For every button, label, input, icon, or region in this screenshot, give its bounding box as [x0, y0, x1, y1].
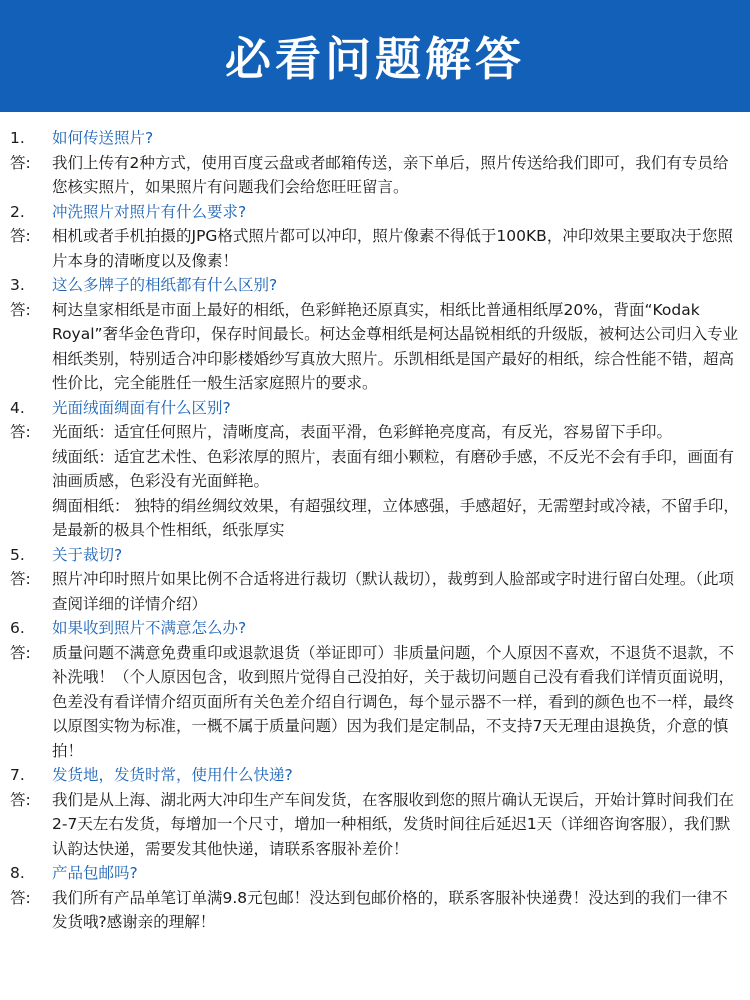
faq-answer-8: [10, 886, 742, 935]
question-number: 7.: [10, 766, 25, 784]
question-number: 6.: [10, 619, 25, 637]
question-text: 光面绒面绸面有什么区别?: [52, 398, 231, 417]
faq-answer-7: [10, 788, 742, 862]
faq-question-5: [10, 543, 742, 568]
question-text: 如果收到照片不满意怎么办?: [52, 619, 247, 637]
faq-question-4: [10, 396, 742, 421]
answer-text: 柯达皇家相纸是市面上最好的相纸，色彩鲜艳还原真实，相纸比普通相纸厚20%，背面“Kodak Royal”奢华金色背印，保存时间最长。柯达金尊相纸是柯达晶锐相纸的升级版，被柯达公司归入专业相纸类别，特别适合冲印影楼婚纱写真放大照片。乐凯相纸是国产最好的相纸，综合性能不错，超高性价比，完全能胜任一般生活家庭照片的要求。: [52, 300, 739, 392]
question-number: 5.: [10, 545, 25, 564]
faq-answer-2: [10, 224, 742, 273]
faq-answer-4: [10, 420, 742, 543]
question-text: 如何传送照片?: [52, 129, 154, 147]
answer-tag: 答:: [10, 300, 31, 319]
faq-question-3: [10, 273, 742, 298]
answer-text: 我们上传有2种方式，使用百度云盘或者邮箱传送，亲下单后，照片传送给我们即可，我们有专员给您核实照片，如果照片有问题我们会给您旺旺留言。: [52, 153, 729, 196]
answer-text: 我们是从上海、湖北两大冲印生产车间发货，在客服收到您的照片确认无误后，开始计算时间我们在2-7天左右发货，每增加一个尺寸，增加一种相纸，发货时间往后延迟1天（详细咨询客服），我们默认韵达快递，需要发其他快递，请联系客服补差价！: [52, 790, 735, 858]
question-text: 发货地，发货时常，使用什么快递?: [52, 766, 293, 784]
faq-question-1: [10, 126, 742, 151]
faq-question-6: [10, 616, 742, 641]
answer-text-glossy: 光面纸：适宜任何照片，清晰度高，表面平滑，色彩鲜艳亮度高，有反光，容易留下手印。: [52, 423, 673, 441]
question-text: 这么多牌子的相纸都有什么区别?: [52, 276, 278, 294]
faq-answer-5: [10, 567, 742, 616]
answer-tag: 答:: [10, 888, 31, 907]
answer-tag: 答:: [10, 227, 31, 245]
answer-text: 我们所有产品单笔订单满9.8元包邮！没达到包邮价格的，联系客服补快递费！没达到的我们一律不发货哦?感谢亲的理解！: [52, 888, 728, 931]
answer-tag: 答:: [10, 570, 31, 588]
header-banner: [0, 0, 750, 112]
answer-text: 质量问题不满意免费重印或退款退货（举证即可）非质量问题，个人原因不喜欢，不退货不退款，不补洗哦！（个人原因包含，收到照片觉得自己没拍好，关于裁切问题自己没有看我们详情页面说明，色差没有看详情介绍页面所有关色差介绍自行调色，每个显示器不一样，看到的颜色也不一样，最终以原图实物为标准，一概不属于质量问题）因为我们是定制品，不支持7天无理由退换货，介意的慎拍！: [52, 643, 735, 760]
answer-tag: 答:: [10, 423, 31, 441]
faq-question-8: [10, 861, 742, 886]
page-title: 必看问题解答: [225, 32, 525, 86]
question-number: 3.: [10, 276, 25, 294]
faq-answer-1: [10, 151, 742, 200]
question-number: 2.: [10, 202, 25, 221]
answer-text-silk: 绸面相纸： 独特的绢丝绸纹效果，有超强纹理，立体感强，手感超好，无需塑封或冷裱，不留手印，是最新的极具个性相纸，纸张厚实: [52, 496, 739, 539]
question-number: 4.: [10, 398, 25, 417]
faq-list: [0, 112, 750, 935]
answer-tag: 答:: [10, 643, 31, 662]
answer-tag: 答:: [10, 153, 31, 172]
answer-text: 照片冲印时照片如果比例不合适将进行裁切（默认裁切），裁剪到人脸部或字时进行留白处理。（此项查阅详细的详情介绍）: [52, 570, 735, 613]
question-text: 关于裁切?: [52, 545, 123, 564]
question-number: 1.: [10, 129, 25, 147]
answer-text-velvet: 绒面纸：适宜艺术性、色彩浓厚的照片，表面有细小颗粒，有磨砂手感，不反光不会有手印，画面有油画质感，色彩没有光面鲜艳。: [52, 447, 735, 490]
answer-tag: 答:: [10, 790, 31, 809]
faq-answer-3: [10, 298, 742, 396]
question-text: 冲洗照片对照片有什么要求?: [52, 202, 247, 221]
question-number: 8.: [10, 864, 25, 882]
answer-text: 相机或者手机拍摄的JPG格式照片都可以冲印，照片像素不得低于100KB，冲印效果主要取决于您照片本身的清晰度以及像素！: [52, 227, 733, 270]
faq-question-7: [10, 763, 742, 788]
question-text: 产品包邮吗?: [52, 864, 138, 882]
faq-question-2: [10, 200, 742, 225]
faq-answer-6: [10, 641, 742, 764]
